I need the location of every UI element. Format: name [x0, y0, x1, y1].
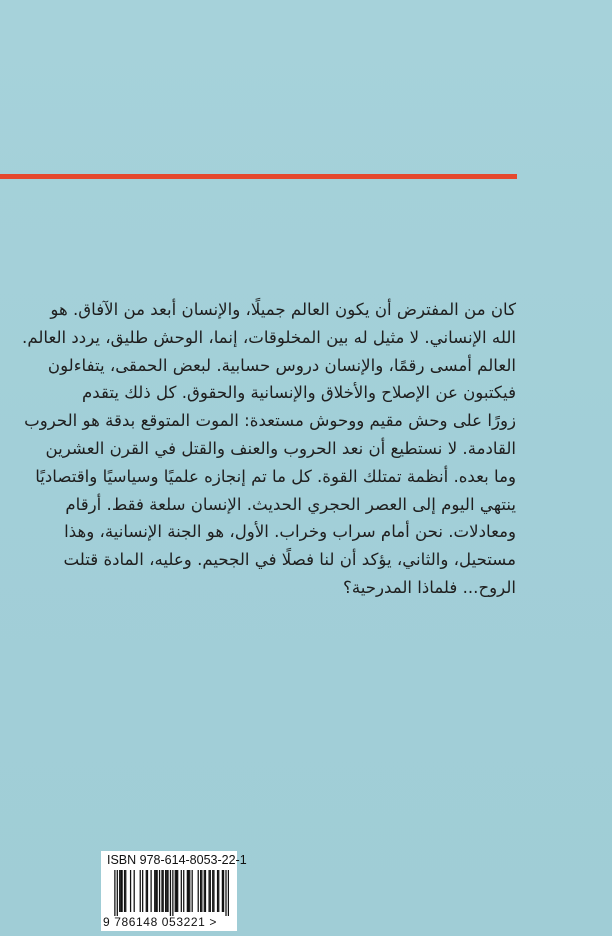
barcode-bar — [225, 870, 226, 916]
barcode-bar — [155, 870, 156, 912]
barcode-bar — [189, 870, 190, 912]
barcode-bar — [121, 870, 122, 912]
barcode-bar — [124, 870, 125, 912]
barcode-bar — [188, 870, 189, 912]
blurb-line: الله الإنساني. لا مثيل له بين المخلوقات، إنما، الوحش طليق، يردد العالم. — [22, 327, 516, 347]
barcode-bar — [192, 870, 193, 912]
isbn-label: ISBN 978-614-8053-22-1 — [107, 853, 247, 867]
barcode-bar — [223, 870, 224, 912]
barcode-bar — [176, 870, 177, 912]
blurb-line: ينتهي اليوم إلى العصر الحجري الحديث. الإنسان سلعة فقط. أرقام — [65, 494, 516, 514]
barcode-bar — [183, 870, 184, 912]
blurb-line: العالم أمسى رقمًا، والإنسان دروس حسابية. لبعض الحمقى، يتفاءلون — [47, 355, 516, 375]
barcode-bar — [150, 870, 151, 912]
barcode-bar — [181, 870, 182, 912]
barcode-bar — [222, 870, 223, 912]
barcode-bar — [228, 870, 229, 916]
barcode-bar — [157, 870, 158, 912]
barcode-bar — [130, 870, 131, 912]
barcode-bar — [142, 870, 143, 912]
barcode-bars-icon — [107, 870, 229, 916]
barcode-bar — [161, 870, 162, 912]
barcode-bar — [147, 870, 148, 912]
barcode-bar — [125, 870, 126, 912]
red-divider-rule — [0, 174, 517, 179]
barcode-bar — [120, 870, 121, 912]
blurb-line: مستحيل، والثاني، يؤكد أن لنا فصلًا في الجحيم. وعليه، المادة قتلت — [63, 550, 516, 570]
barcode-bar — [163, 870, 164, 912]
barcode-bar — [165, 870, 166, 912]
barcode-bar — [198, 870, 199, 912]
barcode-bar — [205, 870, 206, 912]
isbn-barcode — [101, 851, 247, 931]
barcode-bar — [146, 870, 147, 912]
barcode-bar — [140, 870, 141, 912]
barcode-bar — [212, 870, 213, 912]
blurb-line: فيكتبون عن الإصلاح والأخلاق والإنسانية والحقوق. كل ذلك يتقدم — [82, 383, 516, 403]
barcode-bar — [217, 870, 218, 912]
barcode-bar — [175, 870, 176, 912]
blurb-line: زورًا على وحش مقيم ووحوش مستعدة: الموت المتوقع بدقة هو الحروب — [24, 411, 516, 431]
barcode-bar — [204, 870, 205, 912]
barcode-bar — [200, 870, 201, 912]
barcode-bar — [167, 870, 168, 912]
barcode-bar — [201, 870, 202, 912]
barcode-digits: 9 786148 053221 > — [103, 915, 217, 929]
barcode-bar — [218, 870, 219, 912]
barcode-bar — [208, 870, 209, 912]
blurb-line: كان من المفترض أن يكون العالم جميلًا، والإنسان أبعد من الآفاق. هو — [50, 300, 516, 319]
barcode-bar — [119, 870, 120, 912]
barcode-bar — [187, 870, 188, 912]
barcode-bar — [154, 870, 155, 912]
barcode-bar — [172, 870, 173, 916]
blurb-line: الروح... فلماذا المدرحية؟ — [343, 577, 516, 597]
barcode-bar — [166, 870, 167, 912]
blurb-line: القادمة. لا نستطيع أن نعد الحروب والعنف والقتل في القرن العشرين — [45, 438, 516, 458]
barcode-bar — [134, 870, 135, 912]
barcode-bar — [213, 870, 214, 912]
blurb-line: ومعادلات. نحن أمام سراب وخراب. الأول، هو الجنة الإنسانية، وهذا — [64, 522, 516, 542]
barcode-bar — [177, 870, 178, 912]
blurb-line: وما بعده. أنظمة تمتلك القوة. كل ما تم إنجازه علميًا وسياسيًا واقتصاديًا — [35, 466, 516, 486]
barcode-bar — [114, 870, 115, 916]
back-cover-blurb — [22, 296, 516, 602]
barcode-bar — [170, 870, 171, 916]
barcode-bar — [117, 870, 118, 916]
barcode-bar — [210, 870, 211, 912]
barcode-bar — [159, 870, 160, 912]
